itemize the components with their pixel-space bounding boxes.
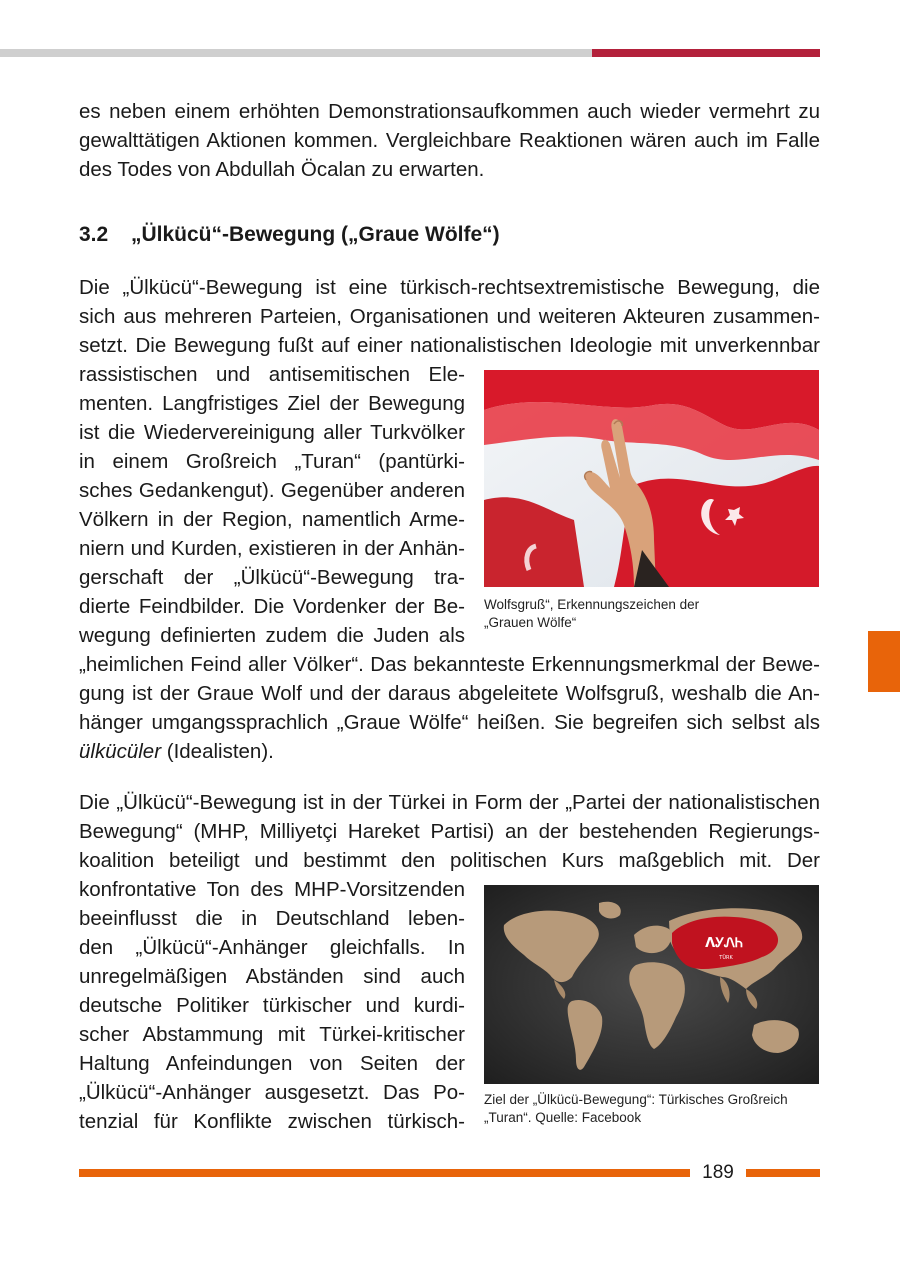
text-line: konfrontative Ton des MHP-Vorsitzenden <box>79 878 465 901</box>
header-rule-red <box>592 49 820 57</box>
figure-caption <box>484 596 820 632</box>
text-line: Die „Ülkücü“-Bewegung ist eine türkisch-rechtsextremistische Bewegung, die <box>79 276 820 299</box>
text-fragment: (Idealisten). <box>161 740 274 763</box>
text-line: gung ist der Graue Wolf und der daraus abgeleitete Wolfsgruß, weshalb die An- <box>79 682 820 705</box>
caption-line: „Turan“. Quelle: Facebook <box>484 1110 642 1125</box>
text-line: scher Abstammung mit Türkei-kritischer <box>79 1023 465 1046</box>
italic-term: ülkücüler <box>79 740 162 763</box>
text-line: unregelmäßigen Abständen sind auch <box>79 965 465 988</box>
section-number: 3.2 <box>79 223 109 246</box>
text-line: niern und Kurden, existieren in der Anhän- <box>79 537 465 560</box>
text-line: setzt. Die Bewegung fußt auf einer nationalistischen Ideologie mit unverkennbar <box>79 334 820 357</box>
caption-line: Wolfsgruß“, Erkennungszeichen der <box>484 597 700 612</box>
text-line: menten. Langfristiges Ziel der Bewegung <box>79 392 465 415</box>
text-line: dierte Feindbilder. Die Vordenker der Be- <box>79 595 465 618</box>
text-line: gerschaft der „Ülkücü“-Bewegung tra- <box>79 566 465 589</box>
wolf-salute-photo <box>484 370 819 587</box>
text-line: beeinflusst die in Deutschland leben- <box>79 907 465 930</box>
header-rule-gray <box>0 49 592 57</box>
map-sublabel: TÜRK <box>719 955 733 961</box>
text-line: des Todes von Abdullah Öcalan zu erwarten. <box>79 158 485 181</box>
text-line: tenzial für Konflikte zwischen türkisch- <box>79 1110 465 1133</box>
text-line: gewalttätigen Aktionen kommen. Vergleichbare Reaktionen wären auch im Falle <box>79 129 820 152</box>
text-line: koalition beteiligt und bestimmt den politischen Kurs maßgeblich mit. Der <box>79 849 820 872</box>
figure-caption <box>484 1091 820 1127</box>
caption-line: „Grauen Wölfe“ <box>484 615 577 630</box>
chapter-side-tab <box>868 631 900 692</box>
footer-rule-right <box>746 1169 820 1177</box>
text-line: Völkern in der Region, namentlich Arme- <box>79 508 465 531</box>
text-line: ist die Wiedervereinigung aller Turkvölker <box>79 421 465 444</box>
text-line: es neben einem erhöhten Demonstrationsaufkommen auch wieder vermehrt zu <box>79 100 820 123</box>
text-line: Bewegung“ (MHP, Milliyetçi Hareket Partisi) an der bestehenden Regierungs- <box>79 820 820 843</box>
turan-world-map <box>484 885 819 1084</box>
text-line: wegung definierten zudem die Juden als <box>79 624 465 647</box>
world-map-illustration <box>484 885 819 1084</box>
text-line: sches Gedankengut). Gegenüber anderen <box>79 479 465 502</box>
footer-rule-left <box>79 1169 690 1177</box>
text-line: „heimlichen Feind aller Völker“. Das bekannteste Erkennungsmerkmal der Bewe- <box>79 653 820 676</box>
section-title: „Ülkücü“-Bewegung („Graue Wölfe“) <box>131 223 500 246</box>
text-line: „Ülkücü“-Anhänger ausgesetzt. Das Po- <box>79 1081 465 1104</box>
text-line: Haltung Anfeindungen von Seiten der <box>79 1052 465 1075</box>
text-line: den „Ülkücü“-Anhänger gleichfalls. In <box>79 936 465 959</box>
text-line: sich aus mehreren Parteien, Organisationen und weiteren Akteuren zusammen- <box>79 305 820 328</box>
caption-line: Ziel der „Ülkücü-Bewegung“: Türkisches Großreich <box>484 1092 788 1107</box>
text-line: Die „Ülkücü“-Bewegung ist in der Türkei in Form der „Partei der nationalistischen <box>79 791 820 814</box>
text-line: deutsche Politiker türkischer und kurdi- <box>79 994 465 1017</box>
text-line <box>79 737 820 766</box>
section-heading <box>79 220 500 250</box>
map-label: ᐱᎩᏁᏂ <box>705 936 743 951</box>
text-line: hänger umgangssprachlich „Graue Wölfe“ heißen. Sie begreifen sich selbst als <box>79 711 820 734</box>
text-line: in einem Großreich „Turan“ (pantürki- <box>79 450 465 473</box>
text-line: rassistischen und antisemitischen Ele- <box>79 363 465 386</box>
page-number: 189 <box>702 1162 734 1183</box>
wolf-salute-illustration <box>484 370 819 587</box>
